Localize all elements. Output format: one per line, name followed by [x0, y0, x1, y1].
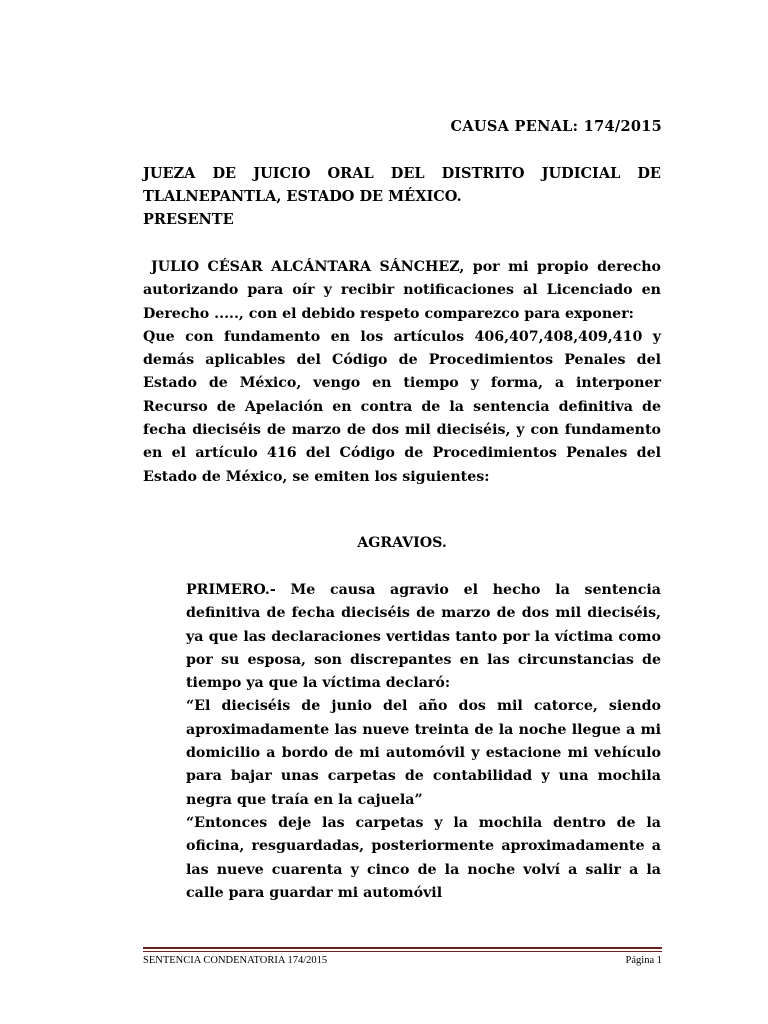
page-number: Página 1 [625, 955, 662, 966]
fundamento-paragraph: Que con fundamento en los artículos 406,407,408,409,410 y demás aplicables del Código de Procedimientos Penales del Estado de México, vengo en tiempo y forma, a interponer Recurso de Apelación en contra de la sentencia definitiva de fecha dieciséis de marzo de dos mil dieciséis, y con fundamento en el artículo 416 del Código de Procedimientos Penales del Estado de México, se emiten los siguientes: [143, 328, 661, 485]
section-heading [0, 535, 768, 551]
quote-2: “Entonces deje las carpetas y la mochila dentro de la oficina, resguardadas, posteriormente aproximadamente a las nueve cuarenta y cinco de la noche volví a salir a la calle para guardar mi automóvil [186, 814, 661, 901]
addressee-block [143, 162, 661, 231]
addressee-line-3: PRESENTE [143, 211, 234, 228]
footer-title: SENTENCIA CONDENATORIA 174/2015 [143, 955, 328, 966]
body-text [143, 256, 661, 489]
footer-rule [143, 947, 662, 952]
agravio-primero: PRIMERO.- Me causa agravio el hecho la sentencia definitiva de fecha dieciséis de marzo de dos mil dieciséis, ya que las declaraciones vertidas tanto por la víctima como por su esposa, son discrepantes en las circunstancias de tiempo ya que la víctima declaró: [186, 582, 661, 692]
case-number: CAUSA PENAL: 174/2015 [450, 118, 662, 135]
quote-1: “El dieciséis de junio del año dos mil catorce, siendo aproximadamente las nueve treinta de la noche llegue a mi domicilio a bordo de mi automóvil y estacione mi vehículo para bajar unas carpetas de contabilidad y una mochila negra que traía en la cajuela” [186, 698, 661, 808]
section-heading-text: AGRAVIOS. [357, 535, 447, 551]
addressee-line-2: TLALNEPANTLA, ESTADO DE MÉXICO. [143, 188, 462, 205]
agravio-block [186, 579, 661, 905]
intro-paragraph: JULIO CÉSAR ALCÁNTARA SÁNCHEZ, por mi propio derecho autorizando para oír y recibir notificaciones al Licenciado en Derecho ....., con el debido respeto comparezco para exponer: [143, 259, 661, 322]
addressee-line-1: JUEZA DE JUICIO ORAL DEL DISTRITO JUDICIAL DE [143, 165, 661, 182]
